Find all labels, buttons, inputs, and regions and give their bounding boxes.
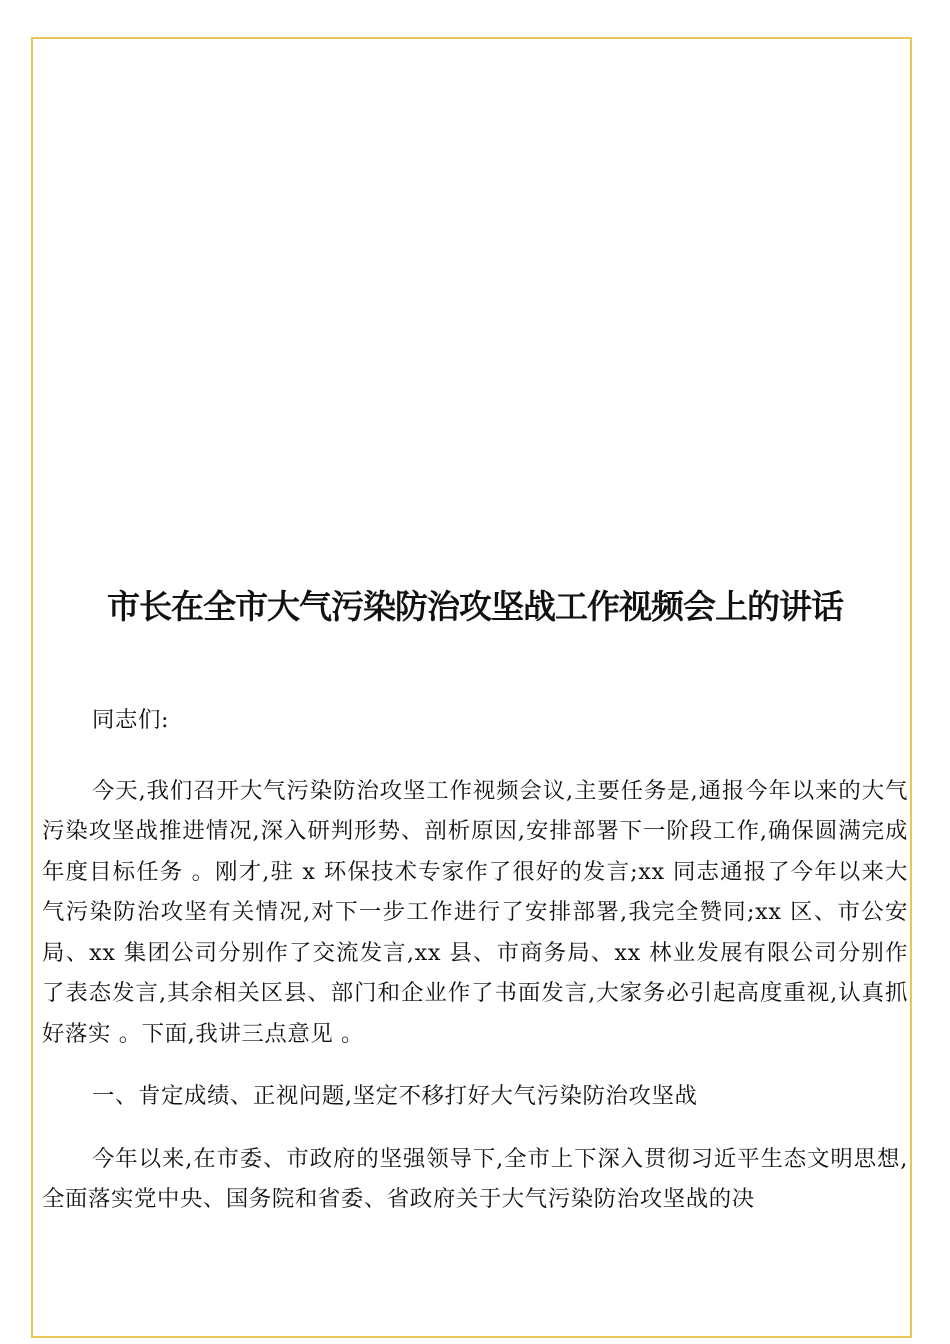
salutation: 同志们: [92,707,170,733]
document-body [42,700,908,1242]
paragraph-section-1: 今年以来,在市委、市政府的坚强领导下,全市上下深入贯彻习近平生态文明思想,全面落实党中央、国务院和省委、省政府关于大气污染防治攻坚战的决 [42,1145,908,1212]
section-heading-1: 一、肯定成绩、正视问题,坚定不移打好大气污染防治攻坚战 [92,1083,698,1109]
paragraph-intro: 今天,我们召开大气污染防治攻坚工作视频会议,主要任务是,通报今年以来的大气污染攻坚战推进情况,深入研判形势、剖析原因,安排部署下一阶段工作,确保圆满完成年度目标任务 。刚才,驻 x 环保技术专家作了很好的发言;xx 同志通报了今年以来大气污染防治攻坚有关情况,对下一步工作进行了安排部署,我完全赞同;xx 区、市公安局、xx 集团公司分别作了交流发言,xx 县、市商务局、xx 林业发展有限公司分别作了表态发言,其余相关区县、部门和企业作了书面发言,大家务必引起高度重视,认真抓好落实 。下面,我讲三点意见 。 [42,777,908,1047]
document-title: 市长在全市大气污染防治攻坚战工作视频会上的讲话 [107,587,843,626]
